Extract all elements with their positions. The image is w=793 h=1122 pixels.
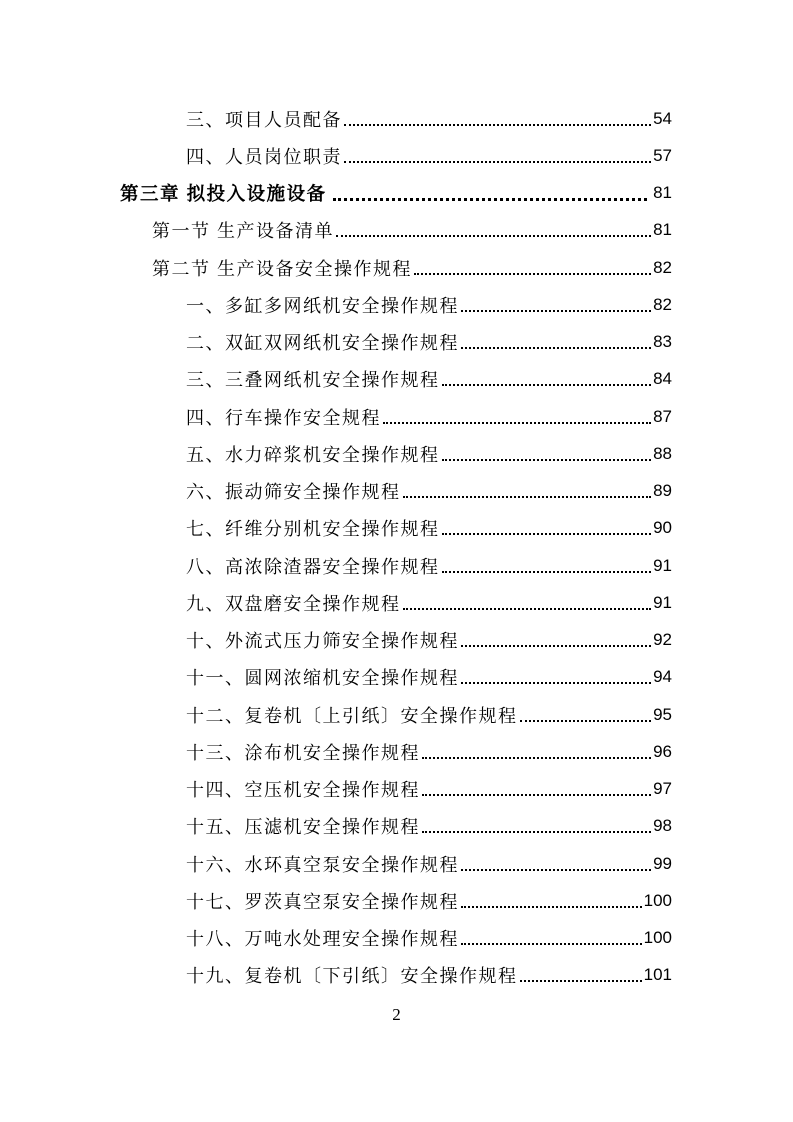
- toc-entry-title: 十九、复卷机〔下引纸〕安全操作规程: [186, 966, 518, 987]
- toc-entry-title: 十七、罗茨真空泵安全操作规程: [186, 891, 459, 912]
- page-number: 2: [392, 1005, 401, 1024]
- toc-section-entry[interactable]: [0, 249, 793, 286]
- toc-entry-page: 98: [653, 816, 672, 836]
- toc-entry-title: 七、纤维分别机安全操作规程: [186, 519, 440, 540]
- dot-leader: [403, 496, 652, 498]
- toc-entry-page: 97: [653, 779, 672, 799]
- dot-leader: [520, 720, 652, 722]
- toc-entry-page: 84: [653, 369, 672, 389]
- toc-item-entry[interactable]: [0, 435, 793, 472]
- toc-entry-title: 十、外流式压力筛安全操作规程: [186, 631, 459, 652]
- toc-item-entry[interactable]: [0, 771, 793, 808]
- toc-entry-page: 101: [643, 965, 672, 985]
- toc-entry-page: 81: [653, 183, 672, 203]
- dot-leader: [461, 310, 651, 312]
- toc-chapter-entry[interactable]: [0, 175, 793, 212]
- toc-entry-title: 八、高浓除渣器安全操作规程: [186, 556, 440, 577]
- dot-leader: [520, 980, 642, 982]
- dot-leader: [414, 273, 651, 275]
- toc-entry-page: 88: [653, 443, 672, 463]
- toc-item-entry[interactable]: [0, 137, 793, 174]
- toc-entry-page: 83: [653, 332, 672, 352]
- toc-entry-page: 96: [653, 741, 672, 761]
- dot-leader: [442, 384, 652, 386]
- toc-item-entry[interactable]: [0, 324, 793, 361]
- toc-entry-page: 81: [653, 220, 672, 240]
- toc-item-entry[interactable]: [0, 808, 793, 845]
- toc-section-entry[interactable]: [0, 212, 793, 249]
- dot-leader: [422, 831, 651, 833]
- toc-item-entry[interactable]: [0, 547, 793, 584]
- toc-item-entry[interactable]: [0, 510, 793, 547]
- dot-leader: [442, 459, 652, 461]
- toc-entry-title: 第一节 生产设备清单: [152, 221, 335, 242]
- dot-leader: [333, 198, 647, 201]
- toc-entry-title: 六、振动筛安全操作规程: [186, 482, 401, 503]
- toc-item-entry[interactable]: [0, 733, 793, 770]
- toc-entry-title: 四、人员岗位职责: [186, 146, 342, 167]
- dot-leader: [442, 571, 652, 573]
- toc-entry-title: 十一、圆网浓缩机安全操作规程: [186, 668, 459, 689]
- toc-item-entry[interactable]: [0, 398, 793, 435]
- toc-entry-page: 82: [653, 294, 672, 314]
- toc-entry-page: 57: [653, 145, 672, 165]
- toc-entry-title: 二、双缸双网纸机安全操作规程: [186, 333, 459, 354]
- toc-entry-page: 87: [653, 406, 672, 426]
- dot-leader: [344, 161, 651, 163]
- dot-leader: [383, 422, 651, 424]
- dot-leader: [461, 645, 651, 647]
- dot-leader: [422, 757, 651, 759]
- dot-leader: [336, 235, 651, 237]
- toc-entry-page: 82: [653, 257, 672, 277]
- toc-item-entry[interactable]: [0, 957, 793, 994]
- toc-entry-title: 三、三叠网纸机安全操作规程: [186, 370, 440, 391]
- dot-leader: [461, 906, 642, 908]
- toc-entry-page: 92: [653, 630, 672, 650]
- toc-item-entry[interactable]: [0, 845, 793, 882]
- toc-entry-title: 第三章 拟投入设施设备: [120, 183, 327, 205]
- toc-entry-title: 十三、涂布机安全操作规程: [186, 742, 420, 763]
- toc-item-entry[interactable]: [0, 622, 793, 659]
- dot-leader: [461, 869, 651, 871]
- toc-item-entry[interactable]: [0, 696, 793, 733]
- toc-entry-title: 四、行车操作安全规程: [186, 407, 381, 428]
- toc-entry-title: 一、多缸多网纸机安全操作规程: [186, 295, 459, 316]
- toc-item-entry[interactable]: [0, 100, 793, 137]
- table-of-contents: [0, 100, 793, 994]
- toc-entry-title: 五、水力碎浆机安全操作规程: [186, 444, 440, 465]
- toc-entry-title: 十四、空压机安全操作规程: [186, 780, 420, 801]
- dot-leader: [403, 608, 652, 610]
- toc-entry-title: 十八、万吨水处理安全操作规程: [186, 929, 459, 950]
- toc-item-entry[interactable]: [0, 473, 793, 510]
- toc-entry-title: 九、双盘磨安全操作规程: [186, 593, 401, 614]
- toc-entry-page: 94: [653, 667, 672, 687]
- toc-entry-title: 第二节 生产设备安全操作规程: [152, 258, 412, 279]
- dot-leader: [461, 943, 642, 945]
- toc-entry-page: 54: [653, 108, 672, 128]
- toc-entry-title: 十二、复卷机〔上引纸〕安全操作规程: [186, 705, 518, 726]
- toc-item-entry[interactable]: [0, 882, 793, 919]
- toc-entry-page: 91: [653, 555, 672, 575]
- dot-leader: [344, 124, 651, 126]
- toc-item-entry[interactable]: [0, 286, 793, 323]
- toc-entry-title: 十五、压滤机安全操作规程: [186, 817, 420, 838]
- toc-entry-title: 三、项目人员配备: [186, 109, 342, 130]
- toc-item-entry[interactable]: [0, 361, 793, 398]
- toc-entry-page: 100: [643, 890, 672, 910]
- toc-entry-page: 89: [653, 481, 672, 501]
- toc-entry-page: 95: [653, 704, 672, 724]
- dot-leader: [461, 682, 651, 684]
- toc-entry-title: 十六、水环真空泵安全操作规程: [186, 854, 459, 875]
- dot-leader: [442, 533, 652, 535]
- toc-item-entry[interactable]: [0, 920, 793, 957]
- toc-item-entry[interactable]: [0, 584, 793, 621]
- toc-entry-page: 100: [643, 928, 672, 948]
- dot-leader: [461, 347, 651, 349]
- toc-item-entry[interactable]: [0, 659, 793, 696]
- toc-entry-page: 91: [653, 592, 672, 612]
- dot-leader: [422, 794, 651, 796]
- toc-entry-page: 99: [653, 853, 672, 873]
- toc-entry-page: 90: [653, 518, 672, 538]
